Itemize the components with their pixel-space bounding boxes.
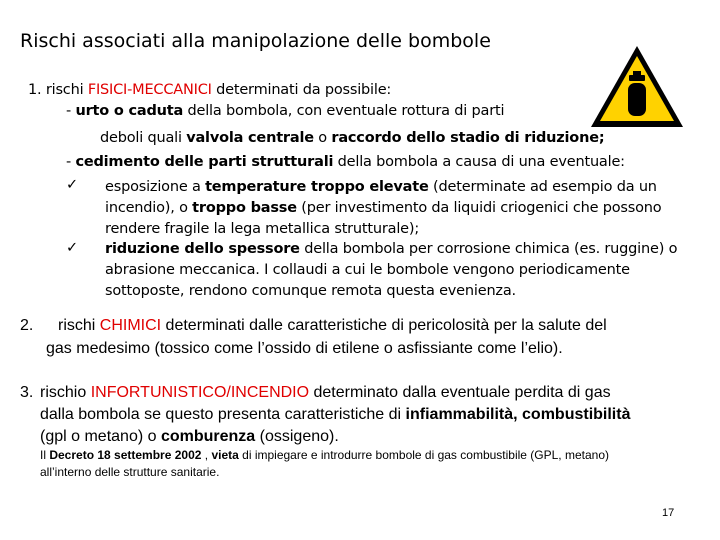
checkmark-icon: ✓ (66, 177, 78, 193)
page-title: Rischi associati alla manipolazione delle bombole (20, 30, 491, 52)
section2-number: 2. (20, 317, 34, 334)
check-item-spessore: riduzione dello spessore della bombola per corrosione chimica (es. ruggine) o abrasione meccanica. I collaudi a cui le bombole vengono periodicamente sottoposte, rendono comunque remota questa evenienza. (105, 241, 678, 299)
checkmark-icon: ✓ (66, 240, 78, 256)
gas-cylinder-warning-sign-icon (585, 40, 689, 132)
section2-line1: rischi CHIMICI determinati dalle caratteristiche di pericolosità per la salute del (58, 317, 607, 334)
section1-heading: 1. rischi FISICI-MECCANICI determinati da possibile: (28, 82, 392, 98)
section3-number: 3. (20, 384, 34, 401)
section1-item-urto: - urto o caduta della bombola, con eventuale rottura di parti (66, 103, 505, 119)
section2-line2: gas medesimo (tossico come l’ossido di etilene o asfissiante come l’elio). (46, 340, 563, 357)
check-item-temperature: esposizione a temperature troppo elevate (determinate ad esempio da un incendio), o troppo basse (per investimento da liquidi criogenici che possono rendere fragile la lega metallica strutturale); (105, 179, 662, 237)
section3-line3: (gpl o metano) o comburenza (ossigeno). (40, 428, 339, 445)
section1-item-cedimento: - cedimento delle parti strutturali della bombola a causa di una eventuale: (66, 154, 625, 170)
section3-line2: dalla bombola se questo presenta caratteristiche di infiammabilità, combustibilità (40, 406, 631, 423)
section1-item-urto-cont: deboli quali valvola centrale o raccordo dello stadio di riduzione; (100, 130, 605, 146)
decree-note: Il Decreto 18 settembre 2002 , vieta di impiegare e introdurre bombole di gas combustibile (GPL, metano) all’interno delle strutture sanitarie. (40, 448, 609, 479)
section3-line1: rischio INFORTUNISTICO/INCENDIO determinato dalla eventuale perdita di gas (40, 384, 611, 401)
page-number: 17 (662, 507, 675, 519)
